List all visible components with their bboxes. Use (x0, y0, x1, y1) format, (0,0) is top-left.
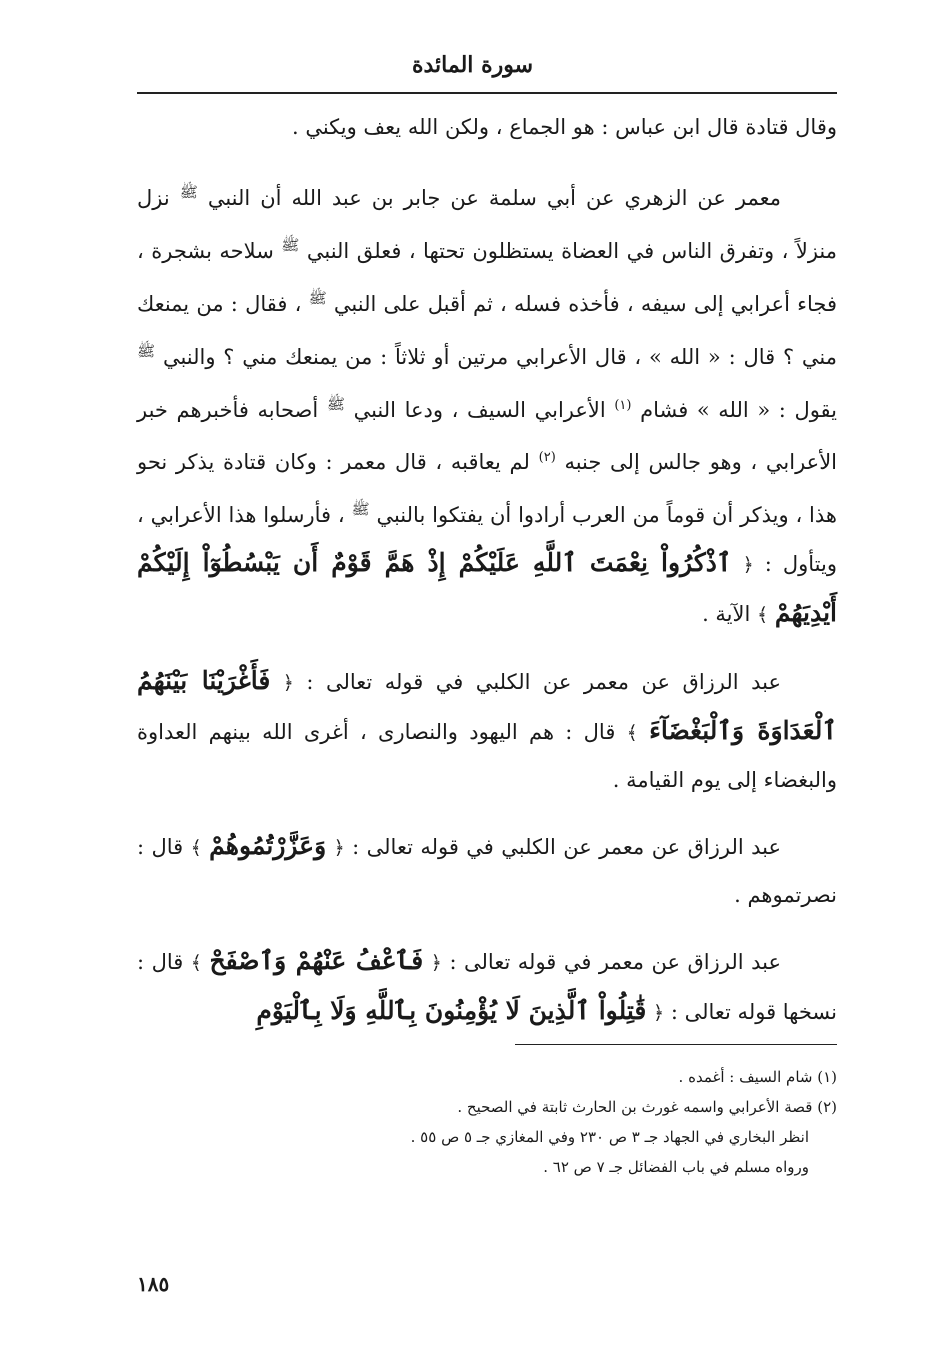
paragraph-text: لم يعاقبه ، قال معمر : وكان قتادة يذكر نحو هذا ، ويذكر أن قوماً من العرب أرادوا أن يفتكوا بالنبي (137, 450, 837, 527)
paragraph-text: عبد الرزاق عن معمر عن الكلبي في قوله تعالى : (352, 835, 782, 859)
paragraph-text: قال : هم اليهود والنصارى ، أغرى الله بينهم العداوة والبغضاء إلى يوم القيامة . (137, 720, 837, 792)
quran-brace-open: ﴿ (282, 672, 294, 694)
paragraph-text: ، فقال : من يمنعك مني ؟ قال : « الله » ، قال الأعرابي مرتين أو ثلاثاً : من يمنعك مني ؟ والنبي (137, 292, 837, 369)
main-text (137, 104, 837, 1037)
salawat-symbol: ﷺ (326, 395, 345, 413)
quran-brace-open: ﴿ (742, 554, 754, 576)
paragraph-text: نزل منزلاً ، وتفرق الناس في العضاة يستظلون تحتها ، فعلق النبي (137, 186, 837, 263)
quran-brace-open: ﴿ (430, 952, 442, 974)
quran-brace-close: ﴾ (190, 837, 202, 859)
footnote-2-bukhari: انظر البخاري في الجهاد جـ ٣ ص ٢٣٠ وفي المغازي جـ ٥ ص ٥٥ . (410, 1128, 809, 1146)
paragraph-text: قال : نصرتموهم . (137, 835, 837, 907)
paragraph-text: وقال قتادة قال ابن عباس : هو الجماع ، ولكن الله يعف ويكني . (291, 115, 837, 139)
header-rule (137, 92, 837, 94)
paragraph-text: الآية . (702, 602, 751, 626)
paragraph-abrogation (137, 937, 837, 1037)
paragraph-qatada (137, 104, 837, 151)
salawat-symbol: ﷺ (137, 342, 156, 360)
paragraph-text: أصحابه فأخبرهم خبر الأعرابي ، وهو جالس إلى جنبه (137, 398, 837, 474)
running-header-title: سورة المائدة (411, 52, 534, 78)
footnote-2: (٢) قصة الأعرابي واسمه غورث بن الحارث ثابتة في الصحيح . (457, 1098, 837, 1116)
footnote-1: (١) شام السيف : أغمده . (678, 1068, 837, 1086)
quran-verse: فَٱعْفُ عَنْهُمْ وَٱصْفَحْ (209, 946, 424, 975)
quran-brace-open: ﴿ (653, 1002, 665, 1024)
quran-verse: قَٰتِلُواْ ٱلَّذِينَ لَا يُؤْمِنُونَ بِٱللَّهِ وَلَا بِٱلْيَوْمِ (256, 996, 647, 1025)
footnotes (137, 1062, 837, 1182)
paragraph-text: ، فأرسلوا هذا الأعرابي ، ويتأول : (137, 503, 837, 576)
paragraph-text: عبد الرزاق عن معمر عن الكلبي في قوله تعالى : (306, 670, 781, 694)
paragraph-kalbi-support (137, 822, 837, 919)
paragraph-text: الأعرابي السيف ، ودعا النبي (353, 398, 606, 422)
paragraph-text: عبد الرزاق عن معمر في قوله تعالى : (449, 950, 781, 974)
quran-brace-close: ﴾ (626, 722, 638, 744)
paragraph-text: يقول : « الله » فشام (640, 398, 838, 422)
quran-brace-close: ﴾ (757, 604, 769, 626)
quran-verse: ٱذْكُرُواْ نِعْمَتَ ٱللَّهِ عَلَيْكُمْ إِذْ هَمَّ قَوْمٌ أَن يَبْسُطُوٓاْ إِلَيْكُمْ أَيْدِيَهُمْ (137, 548, 837, 627)
paragraph-kalbi-enmity (137, 657, 837, 804)
salawat-symbol: ﷺ (179, 183, 198, 201)
salawat-symbol: ﷺ (308, 289, 327, 307)
footnote-2-muslim: ورواه مسلم في باب الفضائل جـ ٧ ص ٦٢ . (543, 1158, 809, 1176)
salawat-symbol: ﷺ (351, 500, 370, 518)
quran-verse: فَأَغْرَيْنَا بَيْنَهُمُ ٱلْعَدَاوَةَ وَٱلْبَغْضَآءَ (137, 666, 837, 745)
quran-brace-open: ﴿ (333, 837, 345, 859)
footnote-ref-2: (٢) (538, 450, 556, 465)
paragraph-text: قال : نسخها قوله تعالى : (137, 950, 837, 1024)
paragraph-text: معمر عن الزهري عن أبي سلمة عن جابر بن عبد الله أن النبي (207, 186, 782, 210)
quran-verse: وَعَزَّرْتُمُوهُمْ (209, 831, 327, 860)
salawat-symbol: ﷺ (281, 236, 300, 254)
paragraph-text: سلاحه بشجرة ، فجاء أعرابي إلى سيفه ، فأخذه فسله ، ثم أقبل على النبي (137, 239, 837, 316)
footnote-ref-1: (١) (614, 398, 632, 413)
quran-brace-close: ﴾ (190, 952, 202, 974)
footnote-rule (515, 1044, 837, 1045)
page-number: ١٨٥ (137, 1272, 170, 1296)
paragraph-jabir-hadith (137, 169, 837, 639)
